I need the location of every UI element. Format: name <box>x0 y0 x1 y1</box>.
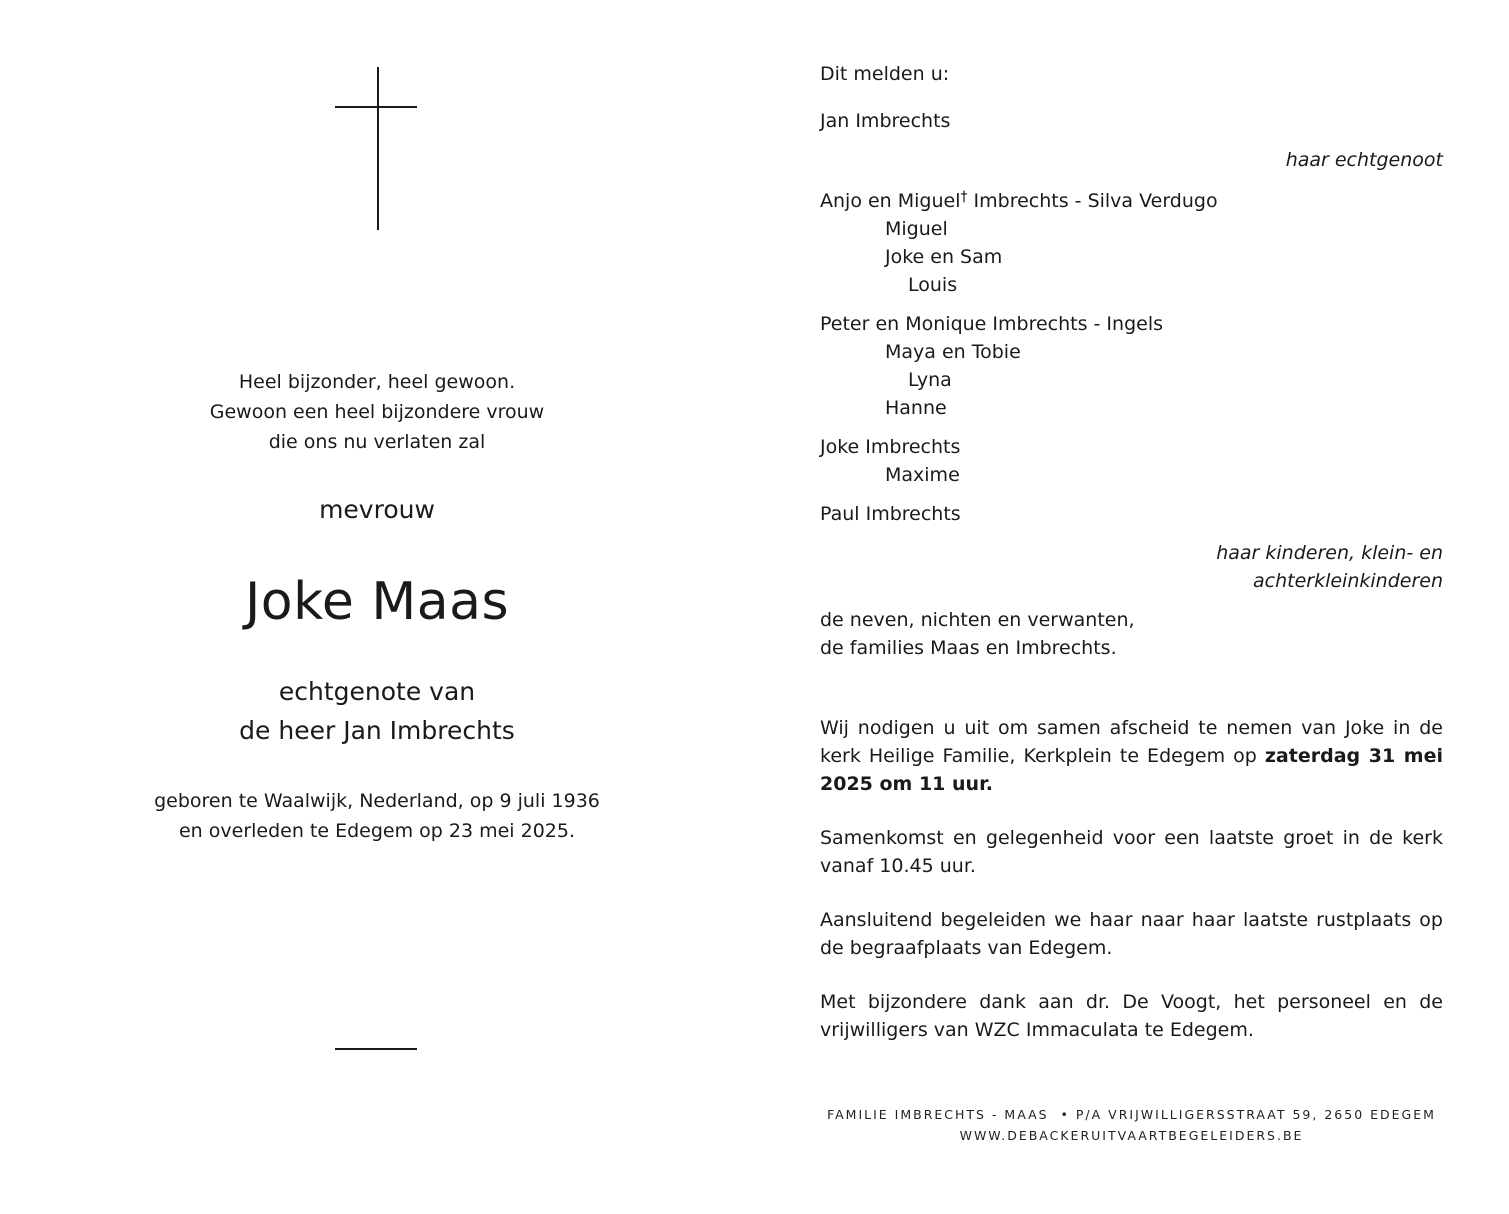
cross-vertical-bar <box>377 67 379 230</box>
life-dates <box>0 786 754 846</box>
death-line: en overleden te Edegem op 23 mei 2025. <box>178 820 576 842</box>
family-member: Miguel <box>885 218 948 240</box>
family-head-name: Anjo en Miguel <box>820 190 961 212</box>
husband-name: Jan Imbrechts <box>820 110 951 132</box>
bottom-divider <box>335 1048 417 1050</box>
poem-line: die ons nu verlaten zal <box>268 431 486 453</box>
cross-horizontal-bar <box>335 106 417 108</box>
relatives-line: de neven, nichten en verwanten, <box>820 609 1135 631</box>
invitation <box>820 714 1443 798</box>
burial-text: Aansluitend begeleiden we haar naar haar laatste rustplaats op de begraafplaats van Edegem. <box>820 909 1443 959</box>
birth-line: geboren te Waalwijk, Nederland, op 9 juli 1936 <box>154 790 600 812</box>
family-member: Hanne <box>885 397 947 419</box>
family-member: Joke en Sam <box>885 246 1003 268</box>
husband-role: haar echtgenoot <box>1285 149 1443 171</box>
family-head: Peter en Monique Imbrechts - Ingels <box>820 313 1164 335</box>
family-member: Louis <box>908 274 958 296</box>
family-member: Lyna <box>908 369 952 391</box>
thanks-text: Met bijzondere dank aan dr. De Voogt, het personeel en de vrijwilligers van WZC Immaculata te Edegem. <box>820 991 1443 1041</box>
family-head <box>820 187 1443 215</box>
footer-website: WWW.DEBACKERUITVAARTBEGELEIDERS.BE <box>959 1128 1304 1143</box>
children-role-line: haar kinderen, klein- en <box>1216 542 1443 564</box>
poem-line: Gewoon een heel bijzondere vrouw <box>209 401 545 423</box>
honorific: mevrouw <box>319 495 435 524</box>
invitation-text: Wij nodigen u uit om samen afscheid te nemen van Joke in de kerk Heilige Familie, Kerkplein te Edegem op <box>820 717 1443 767</box>
deceased-name: Joke Maas <box>244 572 510 632</box>
spouse-line-1: echtgenote van <box>278 677 476 706</box>
footer-address: FAMILIE IMBRECHTS - MAAS • P/A VRIJWILLIGERSSTRAAT 59, 2650 EDEGEM <box>827 1107 1436 1122</box>
relatives-line: de families Maas en Imbrechts. <box>820 637 1117 659</box>
dagger-icon: † <box>960 189 968 205</box>
family-group-1 <box>820 187 1443 299</box>
relatives <box>820 606 1443 662</box>
poem-line: Heel bijzonder, heel gewoon. <box>238 371 516 393</box>
family-group-2 <box>820 310 1443 422</box>
family-head-surname: Imbrechts - Silva Verdugo <box>967 190 1218 212</box>
gathering-text: Samenkomst en gelegenheid voor een laatste groet in de kerk vanaf 10.45 uur. <box>820 827 1443 877</box>
family-member: Maxime <box>885 464 960 486</box>
family-group-4 <box>820 500 1443 528</box>
spouse-line <box>0 672 754 750</box>
family-group-3 <box>820 433 1443 489</box>
intro: Dit melden u: <box>820 63 950 85</box>
children-role-line: achterkleinkinderen <box>1253 570 1443 592</box>
announcement <box>820 60 1443 1044</box>
poem <box>0 367 754 457</box>
family-head: Joke Imbrechts <box>820 436 961 458</box>
family-head: Paul Imbrechts <box>820 503 961 525</box>
ceremony-date: zaterdag 31 mei 2025 om 11 uur. <box>820 745 1444 795</box>
spouse-line-2: de heer Jan Imbrechts <box>239 716 515 745</box>
family-member: Maya en Tobie <box>885 341 1021 363</box>
children-role <box>820 539 1443 595</box>
